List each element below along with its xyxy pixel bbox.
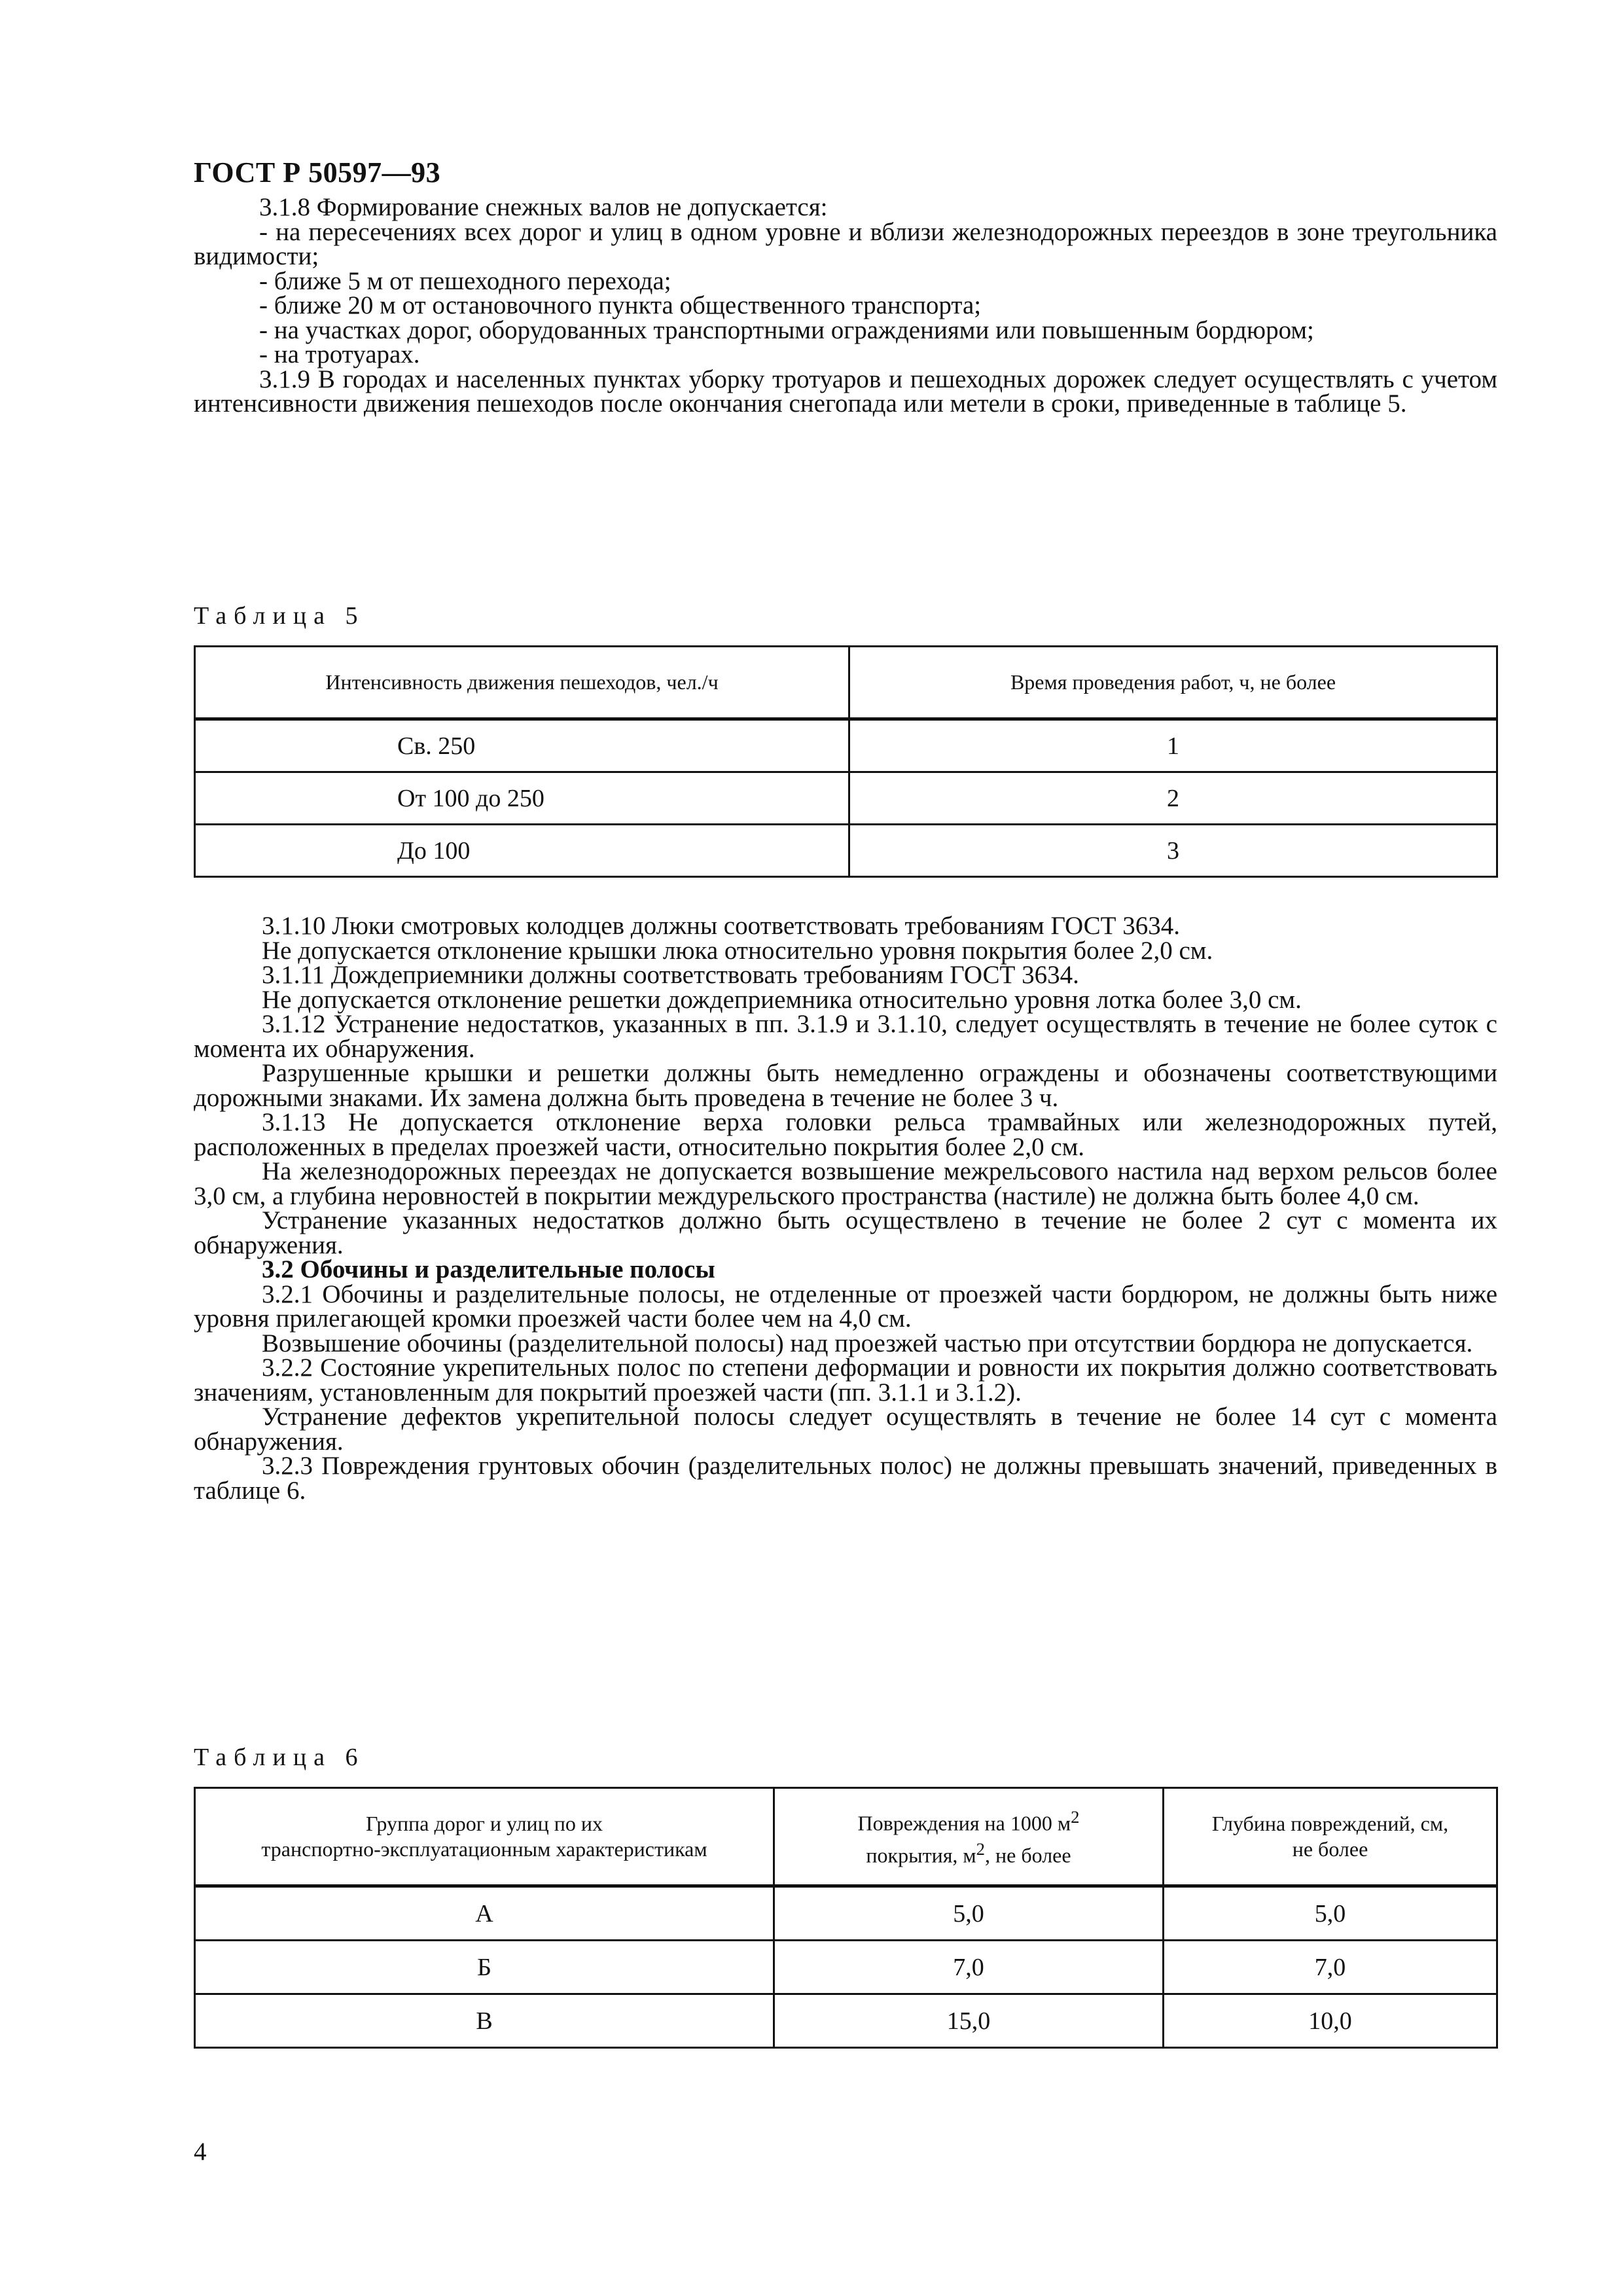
table-row xyxy=(195,825,1497,877)
text-block-section-3-1-8 xyxy=(194,195,1497,416)
header-text: покрытия, м xyxy=(866,1843,976,1867)
header-line: не более xyxy=(1292,1837,1368,1861)
clause-3-1-8: 3.1.8 Формирование снежных валов не допускается: xyxy=(259,193,828,221)
table6 xyxy=(194,1787,1498,2049)
section-heading-3-2: 3.2 Обочины и разделительные полосы xyxy=(262,1255,715,1283)
paragraph: Устранение указанных недостатков должно быть осуществлено в течение не более 2 сут с момента их обнаружения. xyxy=(194,1206,1497,1259)
header-text: , не более xyxy=(985,1843,1071,1867)
table-cell: Св. 250 xyxy=(195,719,849,772)
header-text: Повреждения на 1000 м xyxy=(857,1812,1071,1835)
clause-3-2-1: 3.2.1 Обочины и разделительные полосы, не отделенные от проезжей части бордюром, не должны быть ниже уровня прилегающей кромки проезжей части более чем на 4,0 см. xyxy=(194,1280,1497,1333)
clause-3-2-3: 3.2.3 Повреждения грунтовых обочин (разделительных полос) не должны превышать значений, приведенных в таблице 6. xyxy=(194,1452,1497,1505)
table-cell: От 100 до 250 xyxy=(195,772,849,825)
superscript: 2 xyxy=(976,1839,985,1859)
table6-header-damage-depth xyxy=(1164,1788,1497,1886)
list-item: - на пересечениях всех дорог и улиц в одном уровне и вблизи железнодорожных переездов в зоне треугольника видимости; xyxy=(194,217,1497,270)
paragraph: На железнодорожных переездах не допускается возвышение межрельсового настила над верхом рельсов более 3,0 см, а глубина неровностей в покрытии междурельского пространства (настиле) не должна быть более 4,0 см. xyxy=(194,1157,1497,1210)
clause-3-1-13: 3.1.13 Не допускается отклонение верха головки рельса трамвайных или железнодорожных путей, расположенных в пределах проезжей части, относительно покрытия более 2,0 см. xyxy=(194,1108,1497,1161)
table5-header-intensity: Интенсивность движения пешеходов, чел./ч xyxy=(195,647,849,719)
header-line: Глубина повреждений, см, xyxy=(1211,1812,1449,1835)
table-cell: 7,0 xyxy=(1164,1941,1497,1994)
list-item: - на тротуарах. xyxy=(259,340,420,368)
table5-header-time: Время проведения работ, ч, не более xyxy=(849,647,1497,719)
header-line: транспортно-эксплуатационным характеристикам xyxy=(261,1837,707,1861)
header-line: Группа дорог и улиц по их xyxy=(365,1812,603,1835)
list-item: - ближе 20 м от остановочного пункта общественного транспорта; xyxy=(259,291,982,319)
table-cell: 3 xyxy=(849,825,1497,877)
table-row xyxy=(195,772,1497,825)
paragraph: Не допускается отклонение крышки люка относительно уровня покрытия более 2,0 см. xyxy=(262,936,1213,965)
page-number: 4 xyxy=(194,2138,207,2166)
paragraph: Не допускается отклонение решетки дождеприемника относительно уровня лотка более 3,0 см. xyxy=(262,985,1302,1014)
table6-header-road-group xyxy=(195,1788,774,1886)
clause-3-2-2: 3.2.2 Состояние укрепительных полос по степени деформации и ровности их покрытия должно соответствовать значениям, установленным для покрытий проезжей части (пп. 3.1.1 и 3.1.2). xyxy=(194,1354,1497,1407)
table5 xyxy=(194,645,1498,878)
table5-caption: Таблица 5 xyxy=(194,602,365,630)
clause-3-1-9: 3.1.9 В городах и населенных пунктах уборку тротуаров и пешеходных дорожек следует осуществлять с учетом интенсивности движения пешеходов после окончания снегопада или метели в сроки, приведенные в таблице 5. xyxy=(194,365,1497,418)
table-row xyxy=(195,719,1497,772)
table-cell: До 100 xyxy=(195,825,849,877)
document-header: ГОСТ Р 50597—93 xyxy=(194,156,441,188)
table-cell: 15,0 xyxy=(774,1994,1164,2048)
table-row xyxy=(195,1941,1497,1994)
table-cell: 5,0 xyxy=(1164,1886,1497,1941)
table6-header-damage-area xyxy=(774,1788,1164,1886)
paragraph: Разрушенные крышки и решетки должны быть немедленно ограждены и обозначены соответствующими дорожными знаками. Их замена должна быть проведена в течение не более 3 ч. xyxy=(194,1059,1497,1112)
superscript: 2 xyxy=(1071,1807,1080,1827)
table-cell: 7,0 xyxy=(774,1941,1164,1994)
clause-3-1-11: 3.1.11 Дождеприемники должны соответствовать требованиям ГОСТ 3634. xyxy=(262,961,1079,989)
table-cell: В xyxy=(195,1994,774,2048)
table-cell: 5,0 xyxy=(774,1886,1164,1941)
table-cell: 2 xyxy=(849,772,1497,825)
table-cell: А xyxy=(195,1886,774,1941)
paragraph: Возвышение обочины (разделительной полосы) над проезжей частью при отсутствии бордюра не допускается. xyxy=(262,1329,1473,1357)
table-header-row xyxy=(195,1788,1497,1886)
table-cell: 10,0 xyxy=(1164,1994,1497,2048)
table-row xyxy=(195,1886,1497,1941)
list-item: - ближе 5 м от пешеходного перехода; xyxy=(259,266,671,295)
text-block-section-3-1-10 xyxy=(194,914,1497,1503)
clause-3-1-12: 3.1.12 Устранение недостатков, указанных в пп. 3.1.9 и 3.1.10, следует осуществлять в течение не более суток с момента их обнаружения. xyxy=(194,1010,1497,1063)
table6-caption: Таблица 6 xyxy=(194,1744,365,1771)
table-row xyxy=(195,1994,1497,2048)
list-item: - на участках дорог, оборудованных транспортными ограждениями или повышенным бордюром; xyxy=(259,315,1314,344)
clause-3-1-10: 3.1.10 Люки смотровых колодцев должны соответствовать требованиям ГОСТ 3634. xyxy=(262,912,1180,940)
table-header-row xyxy=(195,647,1497,719)
table-cell: 1 xyxy=(849,719,1497,772)
paragraph: Устранение дефектов укрепительной полосы следует осуществлять в течение не более 14 сут с момента обнаружения. xyxy=(194,1403,1497,1456)
table-cell: Б xyxy=(195,1941,774,1994)
